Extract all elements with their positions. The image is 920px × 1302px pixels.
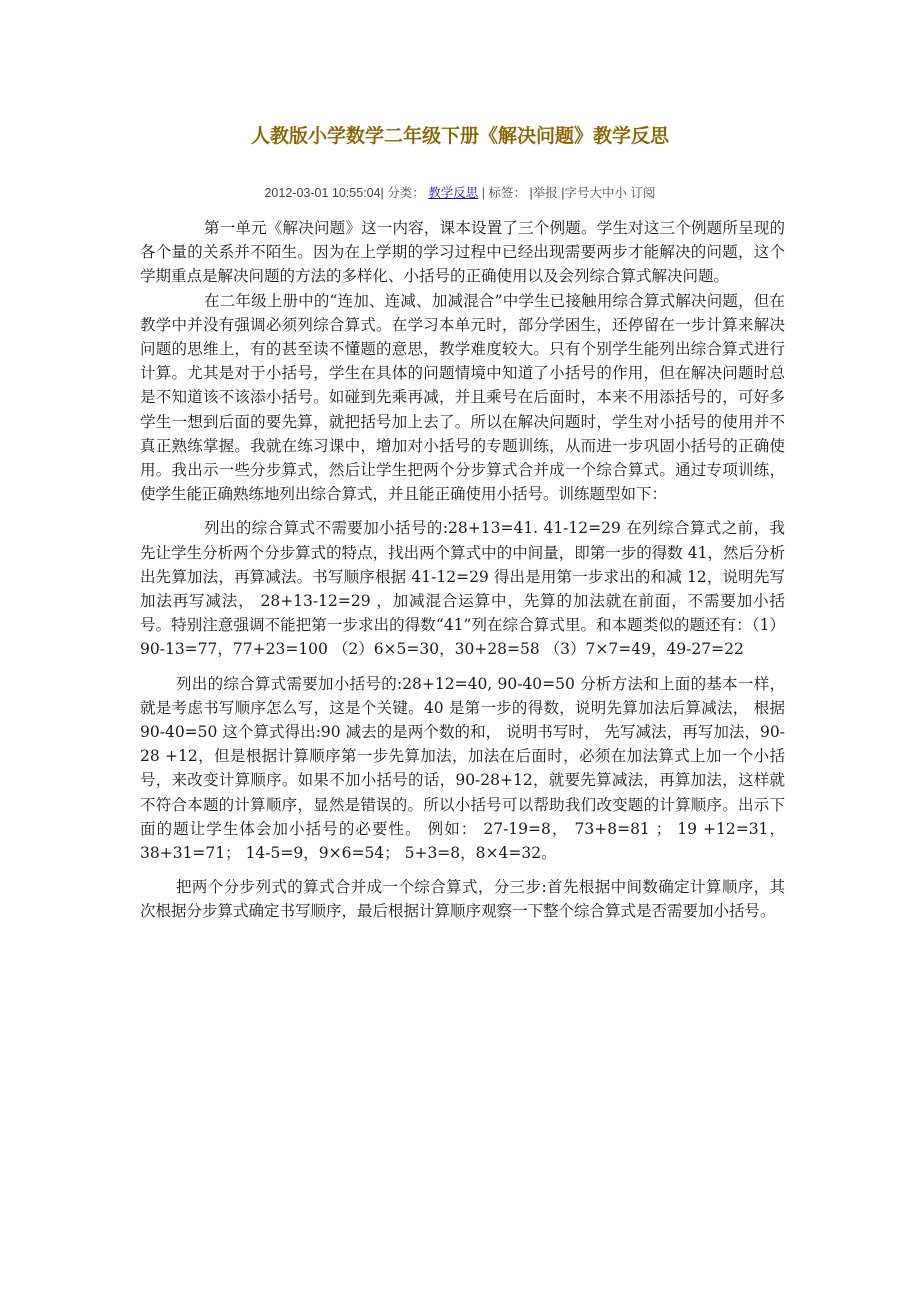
- post-datetime: 2012-03-01 10:55:04|: [264, 186, 384, 200]
- article-body: [140, 216, 785, 924]
- paragraph-with-brackets: 列出的综合算式需要加小括号的:28+12=40, 90-40=50 分析方法和上面的基本一样，就是考虑书写顺序怎么写，这是个关键。40 是第一步的得数，说明先算加法后算减法， 根据 90-40=50 这个算式得出:90 减去的是两个数的和， 说明书写时， 先写减法，再写加法，90-28 +12，但是根据计算顺序第一步先算加法，加法在后面时，必须在加法算式上加一个小括号，来改变计算顺序。如果不加小括号的话，90-28+12，就要先算减法，再算加法，这样就不符合本题的计算顺序，显然是错误的。所以小括号可以帮助我们改变题的计算顺序。出示下面的题让学生体会加小括号的必要性。 例如： 27-19=8， 73+8=81 ； 19 +12=31，38+31=71； 14-5=9，9×6=54； 5+3=8，8×4=32。: [140, 674, 785, 863]
- subscribe-link[interactable]: 订阅: [630, 186, 656, 200]
- category-link[interactable]: 教学反思: [428, 186, 479, 200]
- paragraph-background: 在二年级上册中的“连加、连减、加减混合”中学生已接触用综合算式解决问题，但在教学中并没有强调必须列综合算式。在学习本单元时，部分学困生，还停留在一步计算来解决问题的思维上，有的甚至读不懂题的意思，教学难度较大。只有个别学生能列出综合算式进行计算。尤其是对于小括号，学生在具体的问题情境中知道了小括号的作用，但在解决问题时总是不知道该不该添小括号。如碰到先乘再减，并且乘号在后面时，本来不用添括号的，可好多学生一想到后面的要先算，就把括号加上去了。所以在解决问题时，学生对小括号的使用并不真正熟练掌握。我就在练习课中，增加对小括号的专题训练，从而进一步巩固小括号的正确使用。我出示一些分步算式，然后让学生把两个分步算式合并成一个综合算式。通过专项训练，使学生能正确熟练地列出综合算式，并且能正确使用小括号。训练题型如下：: [140, 291, 785, 504]
- paragraph-intro: 第一单元《解决问题》这一内容，课本设置了三个例题。学生对这三个例题所呈现的各个量的关系并不陌生。因为在上学期的学习过程中已经出现需要两步才能解决的问题，这个学期重点是解决问题的方法的多样化、小括号的正确使用以及会列综合算式解决问题。: [140, 219, 785, 286]
- paragraph-no-brackets: 列出的综合算式不需要加小括号的:28+13=41. 41-12=29 在列综合算式之前，我先让学生分析两个分步算式的特点，找出两个算式中的中间量，即第一步的得数 41，然后分析出先算加法，再算减法。书写顺序根据 41-12=29 得出是用第一步求出的和减 12，说明先写加法再写减法， 28+13-12=29 ，加减混合运算中，先算的加法就在前面，不需要加小括号。特别注意强调不能把第一步求出的得数“41”列在综合算式里。和本题类似的题还有：（1）90-13=77，77+23=100 （2）6×5=30，30+28=58 （3）7×7=49，49-27=22: [140, 519, 785, 659]
- category-label: 分类：: [387, 186, 425, 200]
- paragraph-summary: 把两个分步列式的算式合并成一个综合算式，分三步:首先根据中间数确定计算顺序，其次根据分步算式确定书写顺序，最后根据计算顺序观察一下整个综合算式是否需要加小括号。: [140, 878, 785, 921]
- font-size-control[interactable]: |字号大中小: [561, 186, 628, 200]
- report-link[interactable]: |举报: [529, 186, 558, 200]
- meta-separator: |: [481, 186, 486, 200]
- article-meta: [0, 184, 920, 202]
- tags-label: 标签：: [488, 186, 527, 200]
- article-title: 人教版小学数学二年级下册《解决问题》教学反思: [250, 125, 669, 147]
